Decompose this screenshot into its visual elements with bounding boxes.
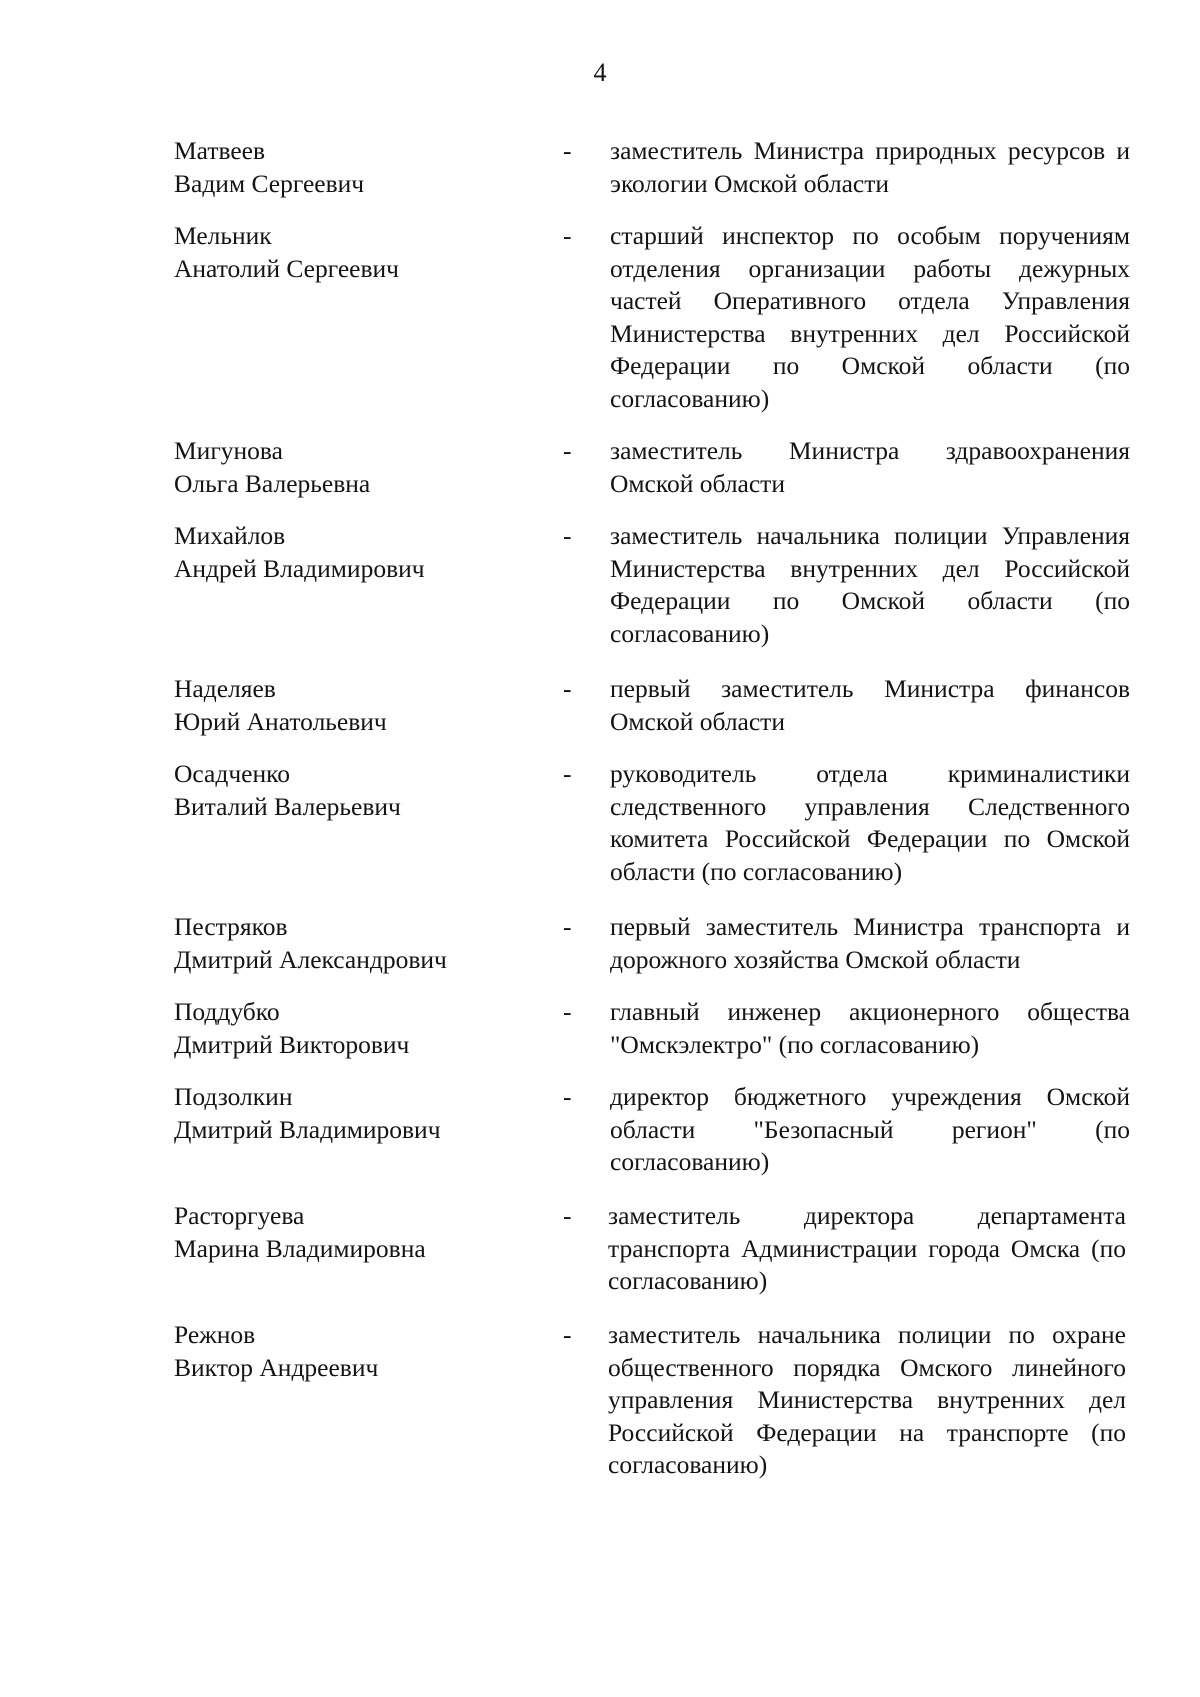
person-name	[174, 435, 534, 500]
dash-separator: -	[563, 674, 572, 703]
person-name	[174, 220, 534, 285]
position-text: первый заместитель Министра транспорта и дорожного хозяйства Омской области	[610, 912, 1130, 974]
dash-separator: -	[563, 1320, 572, 1349]
position-text: заместитель начальника полиции по охране общественного порядка Омского линейного управления Министерства внутренних дел Российской Федерации на транспорте (по согласованию)	[608, 1320, 1126, 1479]
position-text: заместитель Министра природных ресурсов и экологии Омской области	[610, 136, 1130, 198]
surname: Матвеев	[174, 136, 266, 165]
person-name	[174, 520, 534, 585]
given-names: Ольга Валерьевна	[174, 468, 371, 498]
surname: Мигунова	[174, 436, 283, 465]
given-names: Вадим Сергеевич	[174, 168, 365, 198]
person-name	[174, 673, 534, 738]
given-names: Дмитрий Викторович	[174, 1029, 410, 1059]
given-names: Дмитрий Владимирович	[174, 1114, 441, 1144]
surname: Подзолкин	[174, 1082, 293, 1111]
dash-separator: -	[563, 997, 572, 1026]
dash-separator: -	[563, 1082, 572, 1111]
given-names: Анатолий Сергеевич	[174, 253, 399, 283]
person-name	[174, 1081, 534, 1146]
given-names: Виктор Андреевич	[174, 1352, 379, 1382]
dash-separator: -	[563, 221, 572, 250]
dash-separator: -	[563, 521, 572, 550]
position-text: главный инженер акционерного общества "Омскэлектро" (по согласованию)	[610, 997, 1130, 1059]
surname: Михайлов	[174, 521, 286, 550]
surname: Режнов	[174, 1320, 256, 1349]
position-text: заместитель начальника полиции Управления Министерства внутренних дел Российской Федерации по Омской области (по согласованию)	[610, 521, 1130, 648]
position-text: директор бюджетного учреждения Омской области "Безопасный регион" (по согласованию)	[610, 1082, 1130, 1176]
surname: Наделяев	[174, 674, 276, 703]
surname: Мельник	[174, 221, 272, 250]
given-names: Марина Владимировна	[174, 1233, 426, 1263]
dash-separator: -	[563, 136, 572, 165]
dash-separator: -	[563, 759, 572, 788]
page-number: 4	[593, 58, 607, 87]
given-names: Виталий Валерьевич	[174, 791, 401, 821]
dash-separator: -	[563, 912, 572, 941]
person-name	[174, 135, 534, 200]
position-text: заместитель директора департамента транспорта Администрации города Омска (по согласованию)	[608, 1201, 1126, 1295]
person-name	[174, 758, 534, 823]
given-names: Дмитрий Александрович	[174, 944, 447, 974]
dash-separator: -	[563, 436, 572, 465]
surname: Пестряков	[174, 912, 288, 941]
surname: Осадченко	[174, 759, 290, 788]
surname: Поддубко	[174, 997, 280, 1026]
position-text: руководитель отдела криминалистики следственного управления Следственного комитета Российской Федерации по Омской области (по согласованию)	[610, 759, 1130, 886]
person-name	[174, 996, 534, 1061]
person-name	[174, 1200, 534, 1265]
dash-separator: -	[563, 1201, 572, 1230]
given-names: Юрий Анатольевич	[174, 706, 387, 736]
surname: Расторгуева	[174, 1201, 305, 1230]
person-name	[174, 1319, 534, 1384]
position-text: заместитель Министра здравоохранения Омской области	[610, 436, 1130, 498]
position-text: первый заместитель Министра финансов Омской области	[610, 674, 1130, 736]
person-name	[174, 911, 534, 976]
position-text: старший инспектор по особым поручениям отделения организации работы дежурных частей Оперативного отдела Управления Министерства внутренних дел Российской Федерации по Омской области (по согласованию)	[610, 221, 1130, 413]
given-names: Андрей Владимирович	[174, 553, 425, 583]
